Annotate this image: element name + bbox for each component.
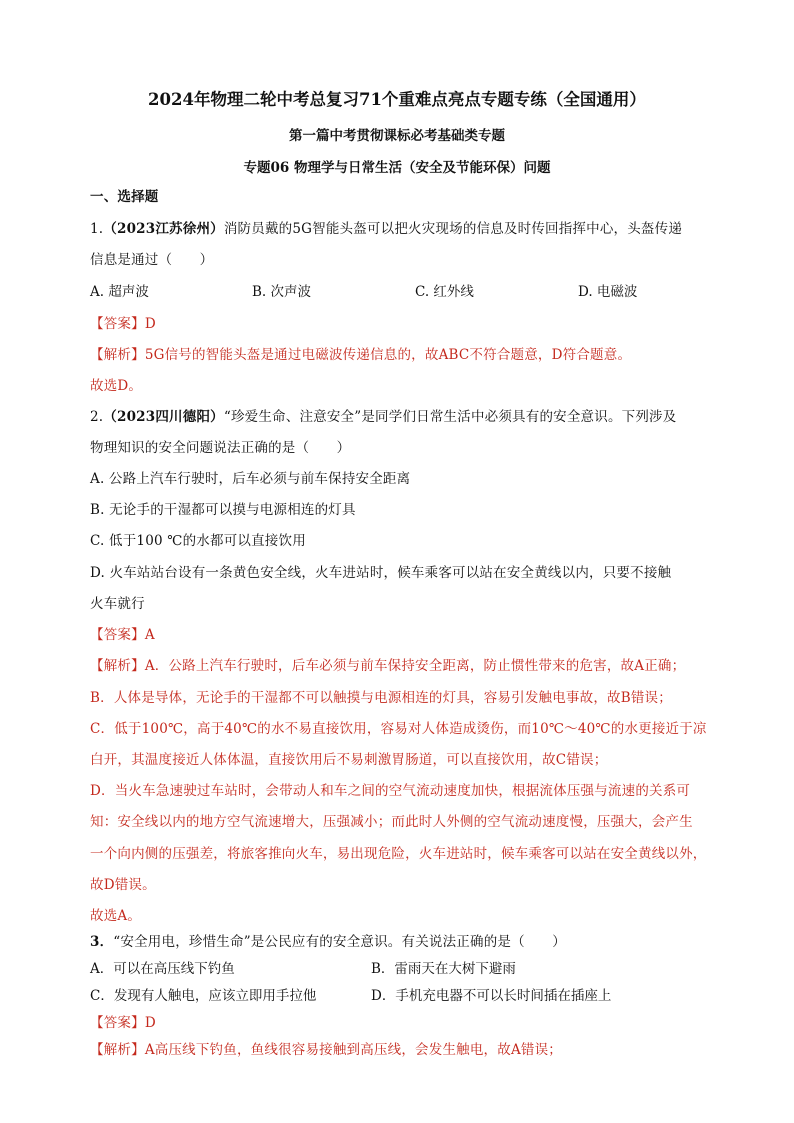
q1-analysis-text: 5G信号的智能头盔是通过电磁波传递信息的，故ABC不符合题意，D符合题意。 [144, 347, 632, 363]
q2-analysis-line-8: 故D错误。 [90, 877, 156, 893]
answer-label: 【答案】 [90, 1015, 145, 1031]
q1-option-c: C. 红外线 [415, 284, 474, 300]
q3-option-c: C．发现有人触电，应该立即用手拉他 [90, 988, 317, 1004]
q2-option-a: A. 公路上汽车行驶时，后车必须与前车保持安全距离 [90, 471, 411, 487]
q3-stem [90, 930, 566, 950]
q1-stem-text: 消防员戴的5G智能头盔可以把火灾现场的信息及时传回指挥中心，头盔传递 [223, 221, 683, 237]
section-heading: 一、选择题 [90, 189, 159, 205]
q1-stem-line-1 [90, 217, 682, 237]
q2-analysis-line-5: D．当火车急速驶过车站时，会带动人和车之间的空气流动速度加快，根据流体压强与流速的关系可 [90, 783, 691, 799]
q3-option-a: A．可以在高压线下钓鱼 [90, 961, 235, 977]
q1-analysis [90, 343, 631, 363]
q1-option-b: B. 次声波 [252, 284, 312, 300]
analysis-label: 【解析】 [90, 347, 145, 363]
q2-analysis-line-6: 知：安全线以内的地方空气流速增大，压强减小；而此时人外侧的空气流动速度慢，压强大，会产生 [90, 814, 693, 830]
q1-answer [90, 312, 156, 332]
q2-option-d-cont: 火车就行 [90, 596, 145, 612]
q2-option-d: D. 火车站站台设有一条黄色安全线，火车进站时，候车乘客可以站在安全黄线以内，只要不接触 [90, 565, 672, 581]
q1-option-a: A. 超声波 [90, 284, 149, 300]
document-subtitle: 第一篇中考贯彻课标必考基础类专题 [289, 128, 505, 144]
q3-answer-value: D [144, 1015, 156, 1031]
q2-option-c: C. 低于100 ℃的水都可以直接饮用 [90, 533, 306, 549]
document-title: 2024年物理二轮中考总复习71个重难点亮点专题专练（全国通用） [148, 90, 646, 109]
q2-source: （2023四川德阳） [103, 409, 224, 425]
q1-stem-line-2: 信息是通过（ ） [90, 252, 214, 268]
q2-answer [90, 623, 155, 643]
topic-heading: 专题06 物理学与日常生活（安全及节能环保）问题 [243, 160, 551, 176]
q1-source: （2023江苏徐州） [103, 221, 224, 237]
answer-label: 【答案】 [90, 316, 145, 332]
q2-number: 2. [90, 409, 104, 425]
q3-option-d: D．手机充电器不可以长时间插在插座上 [371, 988, 612, 1004]
q2-analysis-line-4: 白开，其温度接近人体体温，直接饮用后不易刺激胃肠道，可以直接饮用，故C错误； [90, 752, 608, 768]
q2-stem-line-1 [90, 405, 676, 425]
q3-number: 3． [90, 934, 114, 950]
q3-analysis-text: A高压线下钓鱼，鱼线很容易接触到高压线，会发生触电，故A错误； [144, 1042, 563, 1058]
answer-label: 【答案】 [90, 627, 145, 643]
analysis-label: 【解析】 [90, 658, 145, 674]
q3-option-b: B．雷雨天在大树下避雨 [371, 961, 516, 977]
q3-stem-text: “安全用电，珍惜生命”是公民应有的安全意识。有关说法正确的是（ ） [113, 934, 566, 950]
q2-analysis-text: A．公路上汽车行驶时，后车必须与前车保持安全距离，防止惯性带来的危害，故A正确； [144, 658, 686, 674]
q2-analysis-line-2: B．人体是导体，无论手的干湿都不可以触摸与电源相连的灯具，容易引发触电事故，故B错误； [90, 690, 672, 706]
q2-analysis-line-1 [90, 654, 685, 674]
q1-answer-value: D [144, 316, 156, 332]
q1-conclusion: 故选D。 [90, 378, 143, 394]
q2-stem-line-2: 物理知识的安全问题说法正确的是（ ） [90, 440, 351, 456]
q2-stem-text: “珍爱生命、注意安全”是同学们日常生活中必须具有的安全意识。下列涉及 [223, 409, 677, 425]
q1-number: 1. [90, 221, 104, 237]
q2-analysis-line-7: 一个向内侧的压强差，将旅客推向火车，易出现危险，火车进站时，候车乘客可以站在安全黄线以外， [90, 846, 707, 862]
q2-option-b: B. 无论手的干湿都可以摸与电源相连的灯具 [90, 502, 356, 518]
q2-conclusion: 故选A。 [90, 908, 142, 924]
analysis-label: 【解析】 [90, 1042, 145, 1058]
q1-option-d: D. 电磁波 [578, 284, 638, 300]
q3-answer [90, 1011, 156, 1031]
q2-answer-value: A [144, 627, 155, 643]
q3-analysis [90, 1038, 562, 1058]
q2-analysis-line-3: C．低于100℃，高于40℃的水不易直接饮用，容易对人体造成烫伤，而10℃～40℃的水更接近于凉 [90, 721, 707, 737]
